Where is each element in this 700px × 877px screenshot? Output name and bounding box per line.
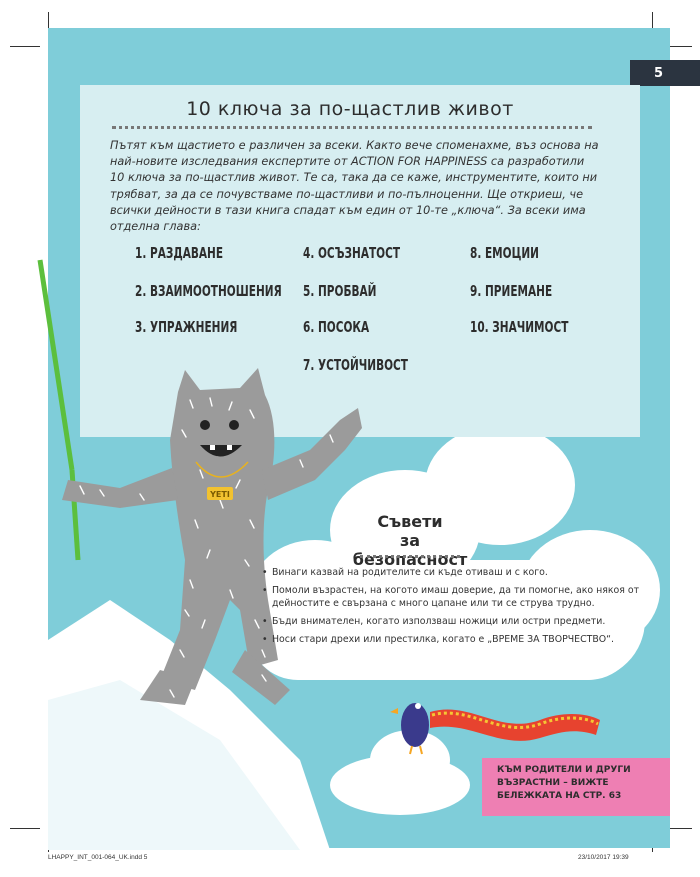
tip-item: • Помоли възрастен, на когото имаш доверие, да ти помогне, ако някоя от дейностите е свързана с много цапане или ти се струва трудно. — [262, 584, 642, 610]
key-item: 5. ПРОБВАЙ — [303, 282, 377, 300]
key-item: 2. ВЗАИМООТНОШЕНИЯ — [135, 282, 282, 300]
key-item: 7. УСТОЙЧИВОСТ — [303, 356, 408, 374]
bird-beak — [390, 708, 398, 714]
page-number: 5 — [654, 65, 664, 81]
key-item: 3. УПРАЖНЕНИЯ — [135, 318, 238, 336]
bird-body — [401, 703, 429, 747]
bird-leg — [420, 746, 422, 754]
tips-list — [262, 566, 642, 651]
key-item: 1. РАЗДАВАНЕ — [135, 244, 224, 262]
footer-date: 23/10/2017 19:39 — [578, 854, 629, 861]
key-item: 6. ПОСОКА — [303, 318, 370, 336]
tip-item: • Носи стари дрехи или престилка, когато е „ВРЕМЕ ЗА ТВОРЧЕСТВО“. — [262, 633, 642, 646]
tip-item: • Винаги казвай на родителите си къде отиваш и с кого. — [262, 566, 642, 579]
bird-leg — [410, 746, 412, 754]
tips-title-line2: за безопасност — [352, 531, 468, 569]
key-item: 8. ЕМОЦИИ — [470, 244, 539, 262]
bird-eye — [415, 703, 421, 709]
tips-title — [340, 512, 480, 569]
tips-title-line1: Съвети — [377, 512, 443, 531]
tips-divider — [360, 555, 460, 558]
key-item: 9. ПРИЕМАНЕ — [470, 282, 553, 300]
footer-filename: LHAPPY_INT_001-064_UK.indd 5 — [48, 854, 148, 861]
page-title: 10 ключа за по-щастлив живот — [186, 98, 514, 120]
parents-note: КЪМ РОДИТЕЛИ И ДРУГИ ВЪЗРАСТНИ – ВИЖТЕ БЕЛЕЖКАТА НА СТР. 63 — [497, 765, 631, 801]
key-item: 4. ОСЪЗНАТОСТ — [303, 244, 401, 262]
scarf — [430, 709, 600, 740]
key-item: 10. ЗНАЧИМОСТ — [470, 318, 569, 336]
medal-text: YETI — [210, 490, 230, 499]
intro-paragraph: Пътят към щастието е различен за всеки. Както вече споменахме, въз основа на най-новите изследвания експертите от ACTION FOR HAPPINESS са разработили 10 ключа за по-щастлив живот. Те са, така да се каже, инструментите, които ни трябват, за да се почувстваме по-щастливи и по-пълноценни. Ще откриеш, че всички дейности в тази книга спадат към един от 10-те „ключа“. За всеки има отделна глава: — [110, 139, 599, 234]
title-divider — [112, 126, 592, 129]
tip-item: • Бъди внимателен, когато използваш ножици или остри предмети. — [262, 615, 642, 628]
